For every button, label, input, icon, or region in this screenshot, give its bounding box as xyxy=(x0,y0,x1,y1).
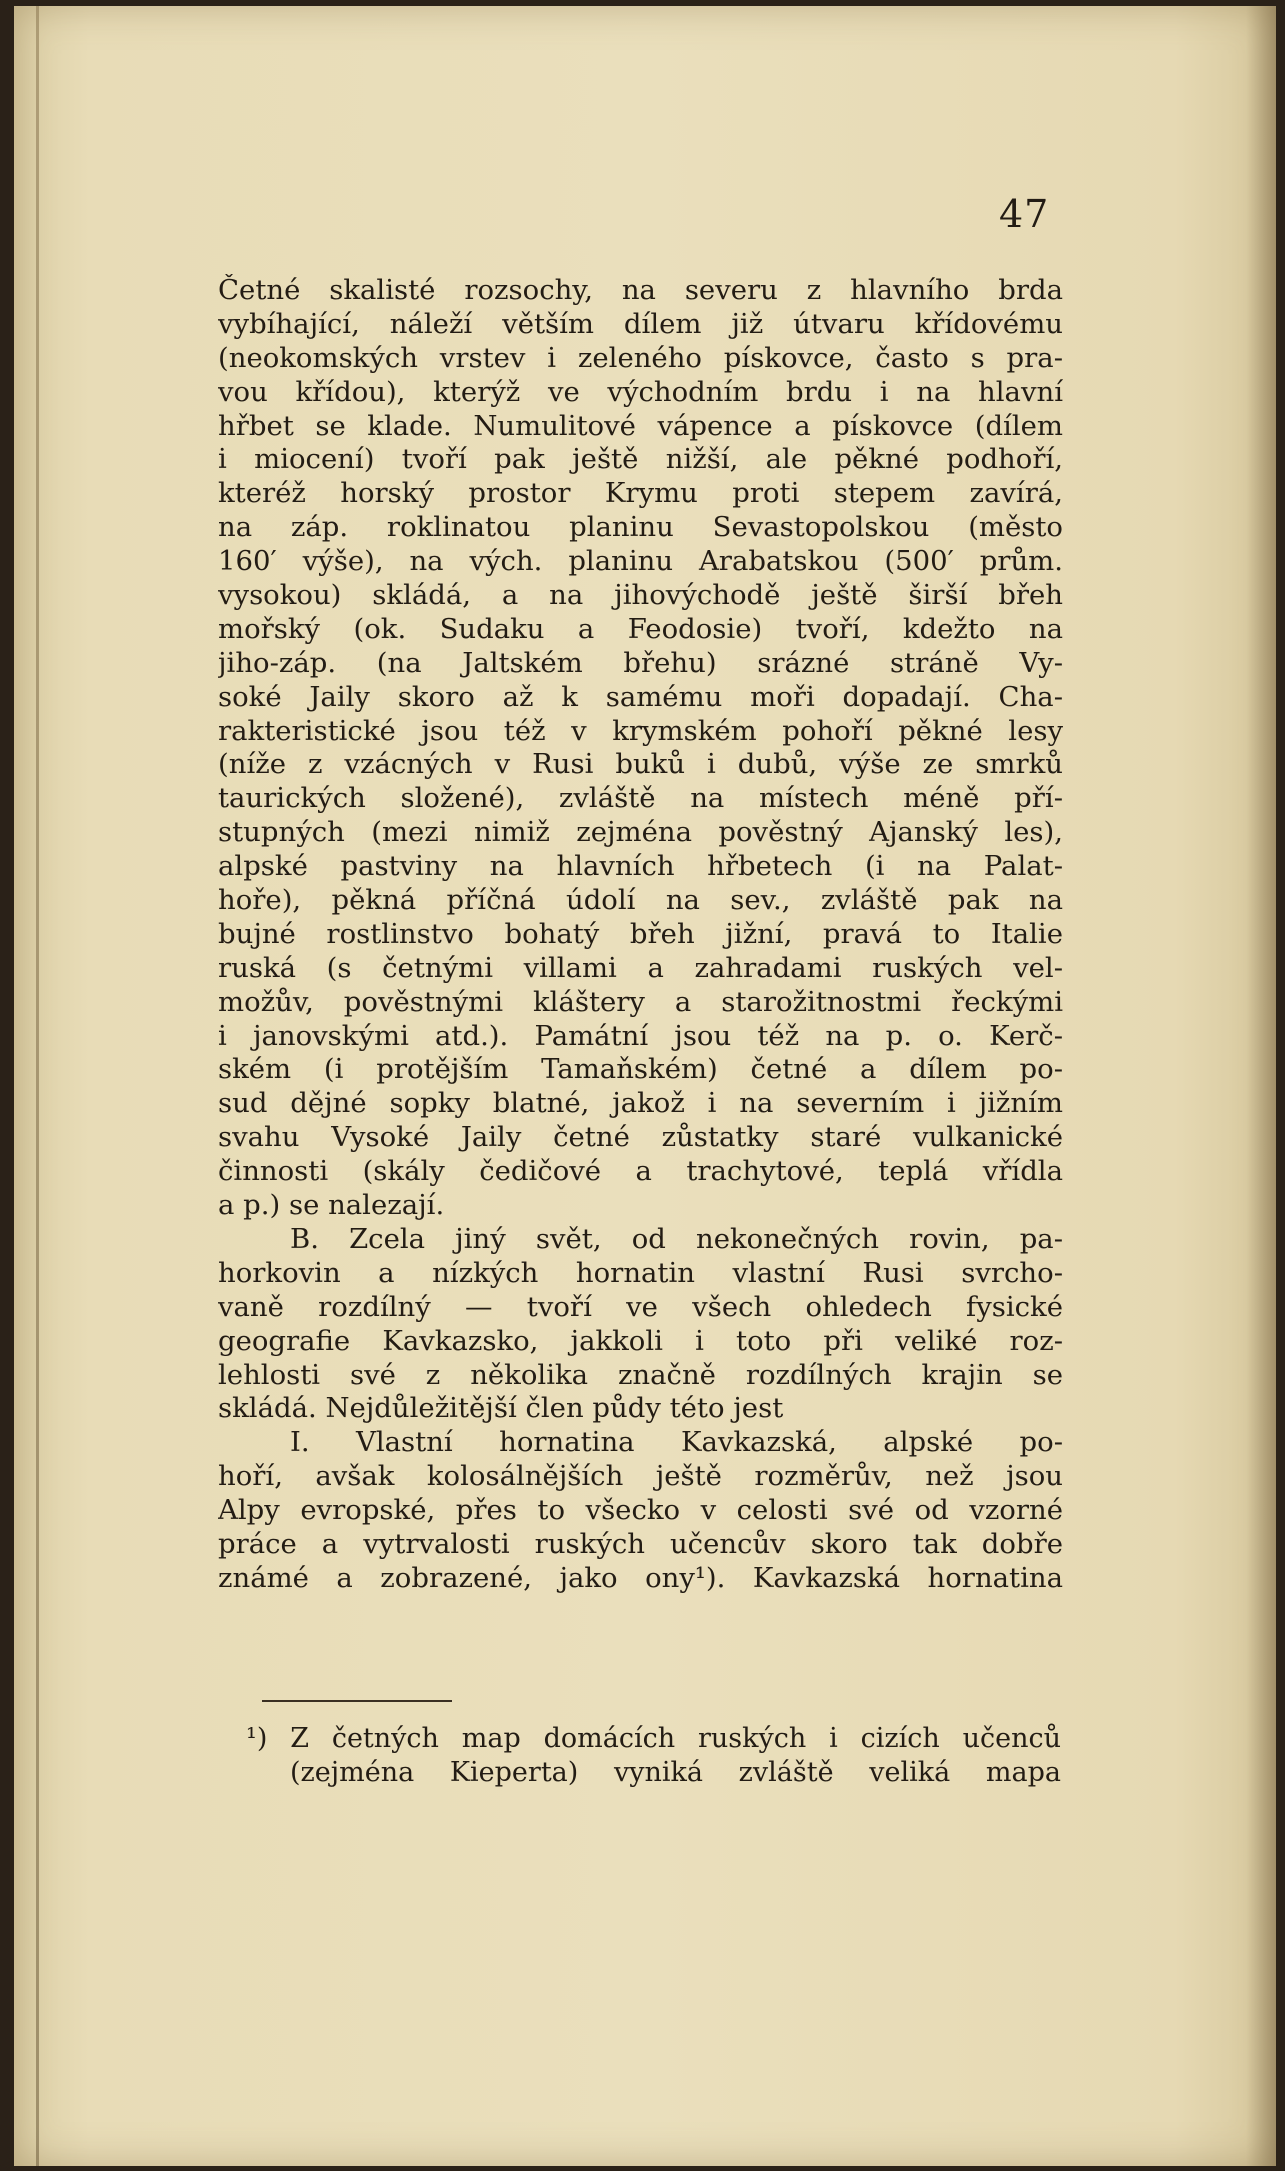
text-line: svahu Vysoké Jaily četné zůstatky staré vulkanické xyxy=(218,1121,1063,1154)
text-line: B. Zcela jiný svět, od nekonečných rovin, pa- xyxy=(290,1222,1063,1255)
text-line: horkovin a nízkých hornatin vlastní Rusi svrcho- xyxy=(218,1256,1063,1289)
text-line: mořský (ok. Sudaku a Feodosie) tvoří, kdežto na xyxy=(218,612,1063,645)
binding-gutter xyxy=(36,6,39,2166)
text-line: stupných (mezi nimiž zejména pověstný Ajanský les), xyxy=(218,816,1063,849)
text-line: a p.) se nalezají. xyxy=(218,1189,445,1222)
text-line: sud dějné sopky blatné, jakož i na severním i jižním xyxy=(218,1087,1063,1120)
text-line: hoře), pěkná příčná údolí na sev., zvláště pak na xyxy=(218,884,1063,917)
footnote-line: (zejména Kieperta) vyniká zvláště veliká mapa xyxy=(290,1757,1061,1788)
text-line: známé a zobrazené, jako ony¹). Kavkazská hornatina xyxy=(218,1561,1063,1594)
page-number: 47 xyxy=(999,192,1050,236)
text-line: vou křídou), kterýž ve východním brdu i na hlavní xyxy=(218,375,1063,408)
text-line: (níže z vzácných v Rusi buků i dubů, výše ze smrků xyxy=(218,748,1063,781)
text-line: skládá. Nejdůležitější člen půdy této jest xyxy=(218,1392,784,1425)
text-line: lehlosti své z několika značně rozdílných krajin se xyxy=(218,1358,1063,1391)
text-line: ském (i protějším Tamaňském) četné a dílem po- xyxy=(218,1053,1063,1086)
text-line: i miocení) tvoří pak ještě nižší, ale pěkné podhoří, xyxy=(218,443,1063,476)
footnote-line: ¹) Z četných map domácích ruských i cizích učenců xyxy=(246,1723,1061,1754)
text-line: rakteristické jsou též v krymském pohoří pěkné lesy xyxy=(218,714,1063,747)
text-line: vysokou) skládá, a na jihovýchodě ještě širší břeh xyxy=(218,579,1063,612)
text-line: bujné rostlinstvo bohatý břeh jižní, pravá to Italie xyxy=(218,917,1063,950)
text-line: alpské pastviny na hlavních hřbetech (i na Palat- xyxy=(218,850,1063,883)
text-line: geografie Kavkazsko, jakkoli i toto při veliké roz- xyxy=(218,1324,1063,1357)
text-line: soké Jaily skoro až k samému moři dopadají. Cha- xyxy=(218,680,1063,713)
text-line: (neokomských vrstev i zeleného pískovce, často s pra- xyxy=(218,341,1063,374)
text-line: práce a vytrvalosti ruských učencův skoro tak dobře xyxy=(218,1527,1063,1560)
book-page xyxy=(14,6,1276,2166)
footnote-divider xyxy=(262,1700,452,1702)
text-line: vaně rozdílný — tvoří ve všech ohledech fysické xyxy=(218,1290,1063,1323)
text-line: vybíhající, náleží větším dílem již útvaru křídovému xyxy=(218,307,1063,340)
text-line: možův, pověstnými kláštery a starožitnostmi řeckými xyxy=(218,985,1063,1018)
text-line: Alpy evropské, přes to všecko v celosti své od vzorné xyxy=(218,1494,1063,1527)
text-line: kteréž horský prostor Krymu proti stepem zavírá, xyxy=(218,477,1063,510)
footnotes xyxy=(246,1722,1061,1790)
text-line: hřbet se klade. Numulitové vápence a pískovce (dílem xyxy=(218,409,1063,442)
page-edge-shadow xyxy=(1246,6,1276,2166)
text-line: činnosti (skály čedičové a trachytové, teplá vřídla xyxy=(218,1155,1063,1188)
text-line: i janovskými atd.). Památní jsou též na p. o. Kerč- xyxy=(218,1019,1063,1052)
text-line: jiho-záp. (na Jaltském břehu) srázné stráně Vy- xyxy=(218,646,1063,679)
body-text xyxy=(218,274,1063,1596)
text-line: taurických složené), zvláště na místech méně pří- xyxy=(218,782,1063,815)
text-line: Četné skalisté rozsochy, na severu z hlavního brda xyxy=(218,274,1063,306)
text-line: I. Vlastní hornatina Kavkazská, alpské po- xyxy=(290,1426,1063,1459)
text-line: hoří, avšak kolosálnějších ještě rozměrův, než jsou xyxy=(218,1460,1063,1493)
text-line: na záp. roklinatou planinu Sevastopolskou (město xyxy=(218,511,1063,544)
text-line: ruská (s četnými villami a zahradami ruských vel- xyxy=(218,951,1063,984)
text-line: 160′ výše), na vých. planinu Arabatskou (500′ prům. xyxy=(218,545,1063,578)
